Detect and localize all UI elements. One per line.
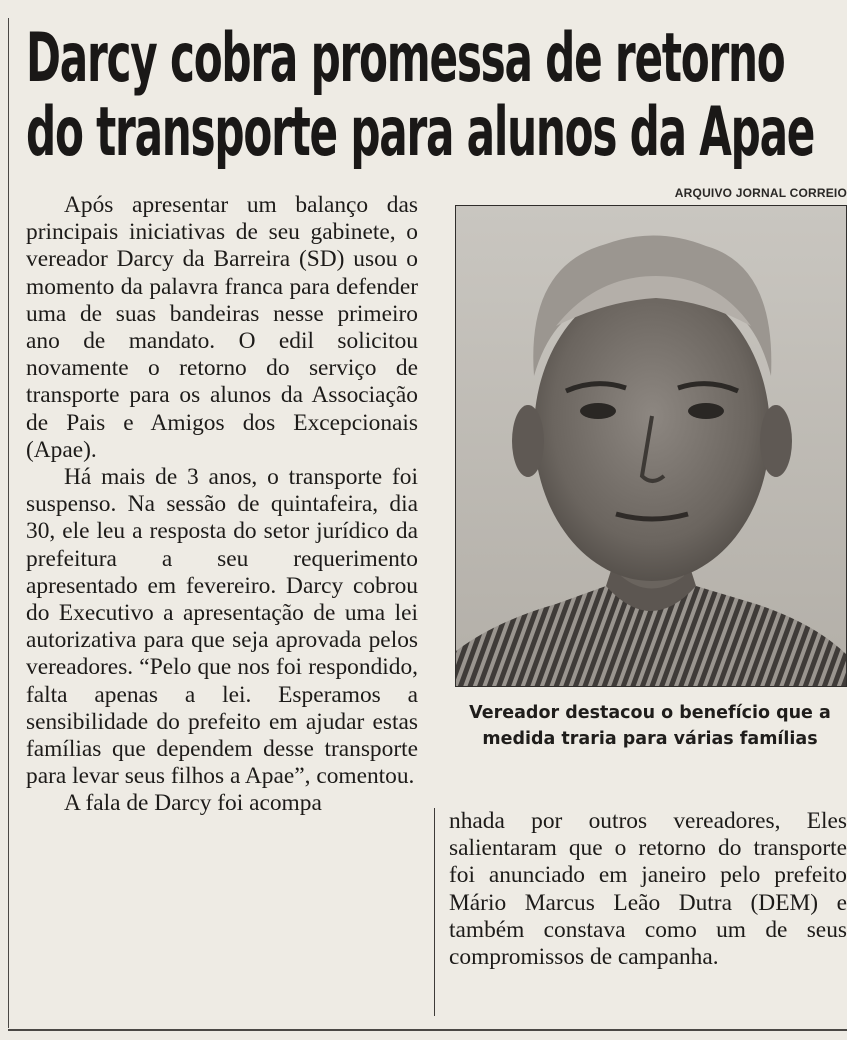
headline <box>26 19 815 172</box>
portrait-image <box>456 206 847 687</box>
paragraph-4: nhada por outros vereadores, Eles salientaram que o retorno do transporte foi anunciado em janeiro pelo prefeito Mário Marcus Leão Dutra (DEM) e também constava como um de seus compromissos de campanha. <box>449 808 847 971</box>
headline-line-1: Darcy cobra promessa de retorno <box>26 19 785 98</box>
paragraph-2: Há mais de 3 anos, o transporte foi suspenso. Na sessão de quintafeira, dia 30, ele leu a resposta do setor jurídico da prefeitura a seu requerimento apresentado em fevereiro. Darcy cobrou do Executivo a apresentação de uma lei autorizativa para que seja aprovada pelos vereadores. “Pelo que nos foi respondido, falta apenas a lei. Esperamos a sensibilidade do prefeito em ajudar estas famílias que dependem desse transporte para levar seus filhos a Apae”, comentou. <box>26 464 418 790</box>
portrait-photo <box>455 205 847 687</box>
bottom-border-rule <box>8 1029 847 1031</box>
article-right-column <box>449 808 847 971</box>
headline-line-2: do transporte para alunos da Apae <box>26 93 815 172</box>
photo-caption: Vereador destacou o benefício que a medida traria para várias famílias <box>469 703 831 749</box>
paragraph-3: A fala de Darcy foi acompa <box>64 790 322 817</box>
left-border-rule <box>8 18 9 1028</box>
column-divider <box>434 808 435 1016</box>
paragraph-1: Após apresentar um balanço das principais iniciativas de seu gabinete, o vereador Darcy da Barreira (SD) usou o momento da palavra franca para defender uma de suas bandeiras nesse primeiro ano de mandato. O edil solicitou novamente o retorno do serviço de transporte para os alunos da Associação de Pais e Amigos dos Excepcionais (Apae). <box>26 192 418 463</box>
article-left-column <box>26 192 418 818</box>
photo-credit: ARQUIVO JORNAL CORREIO <box>674 186 847 200</box>
